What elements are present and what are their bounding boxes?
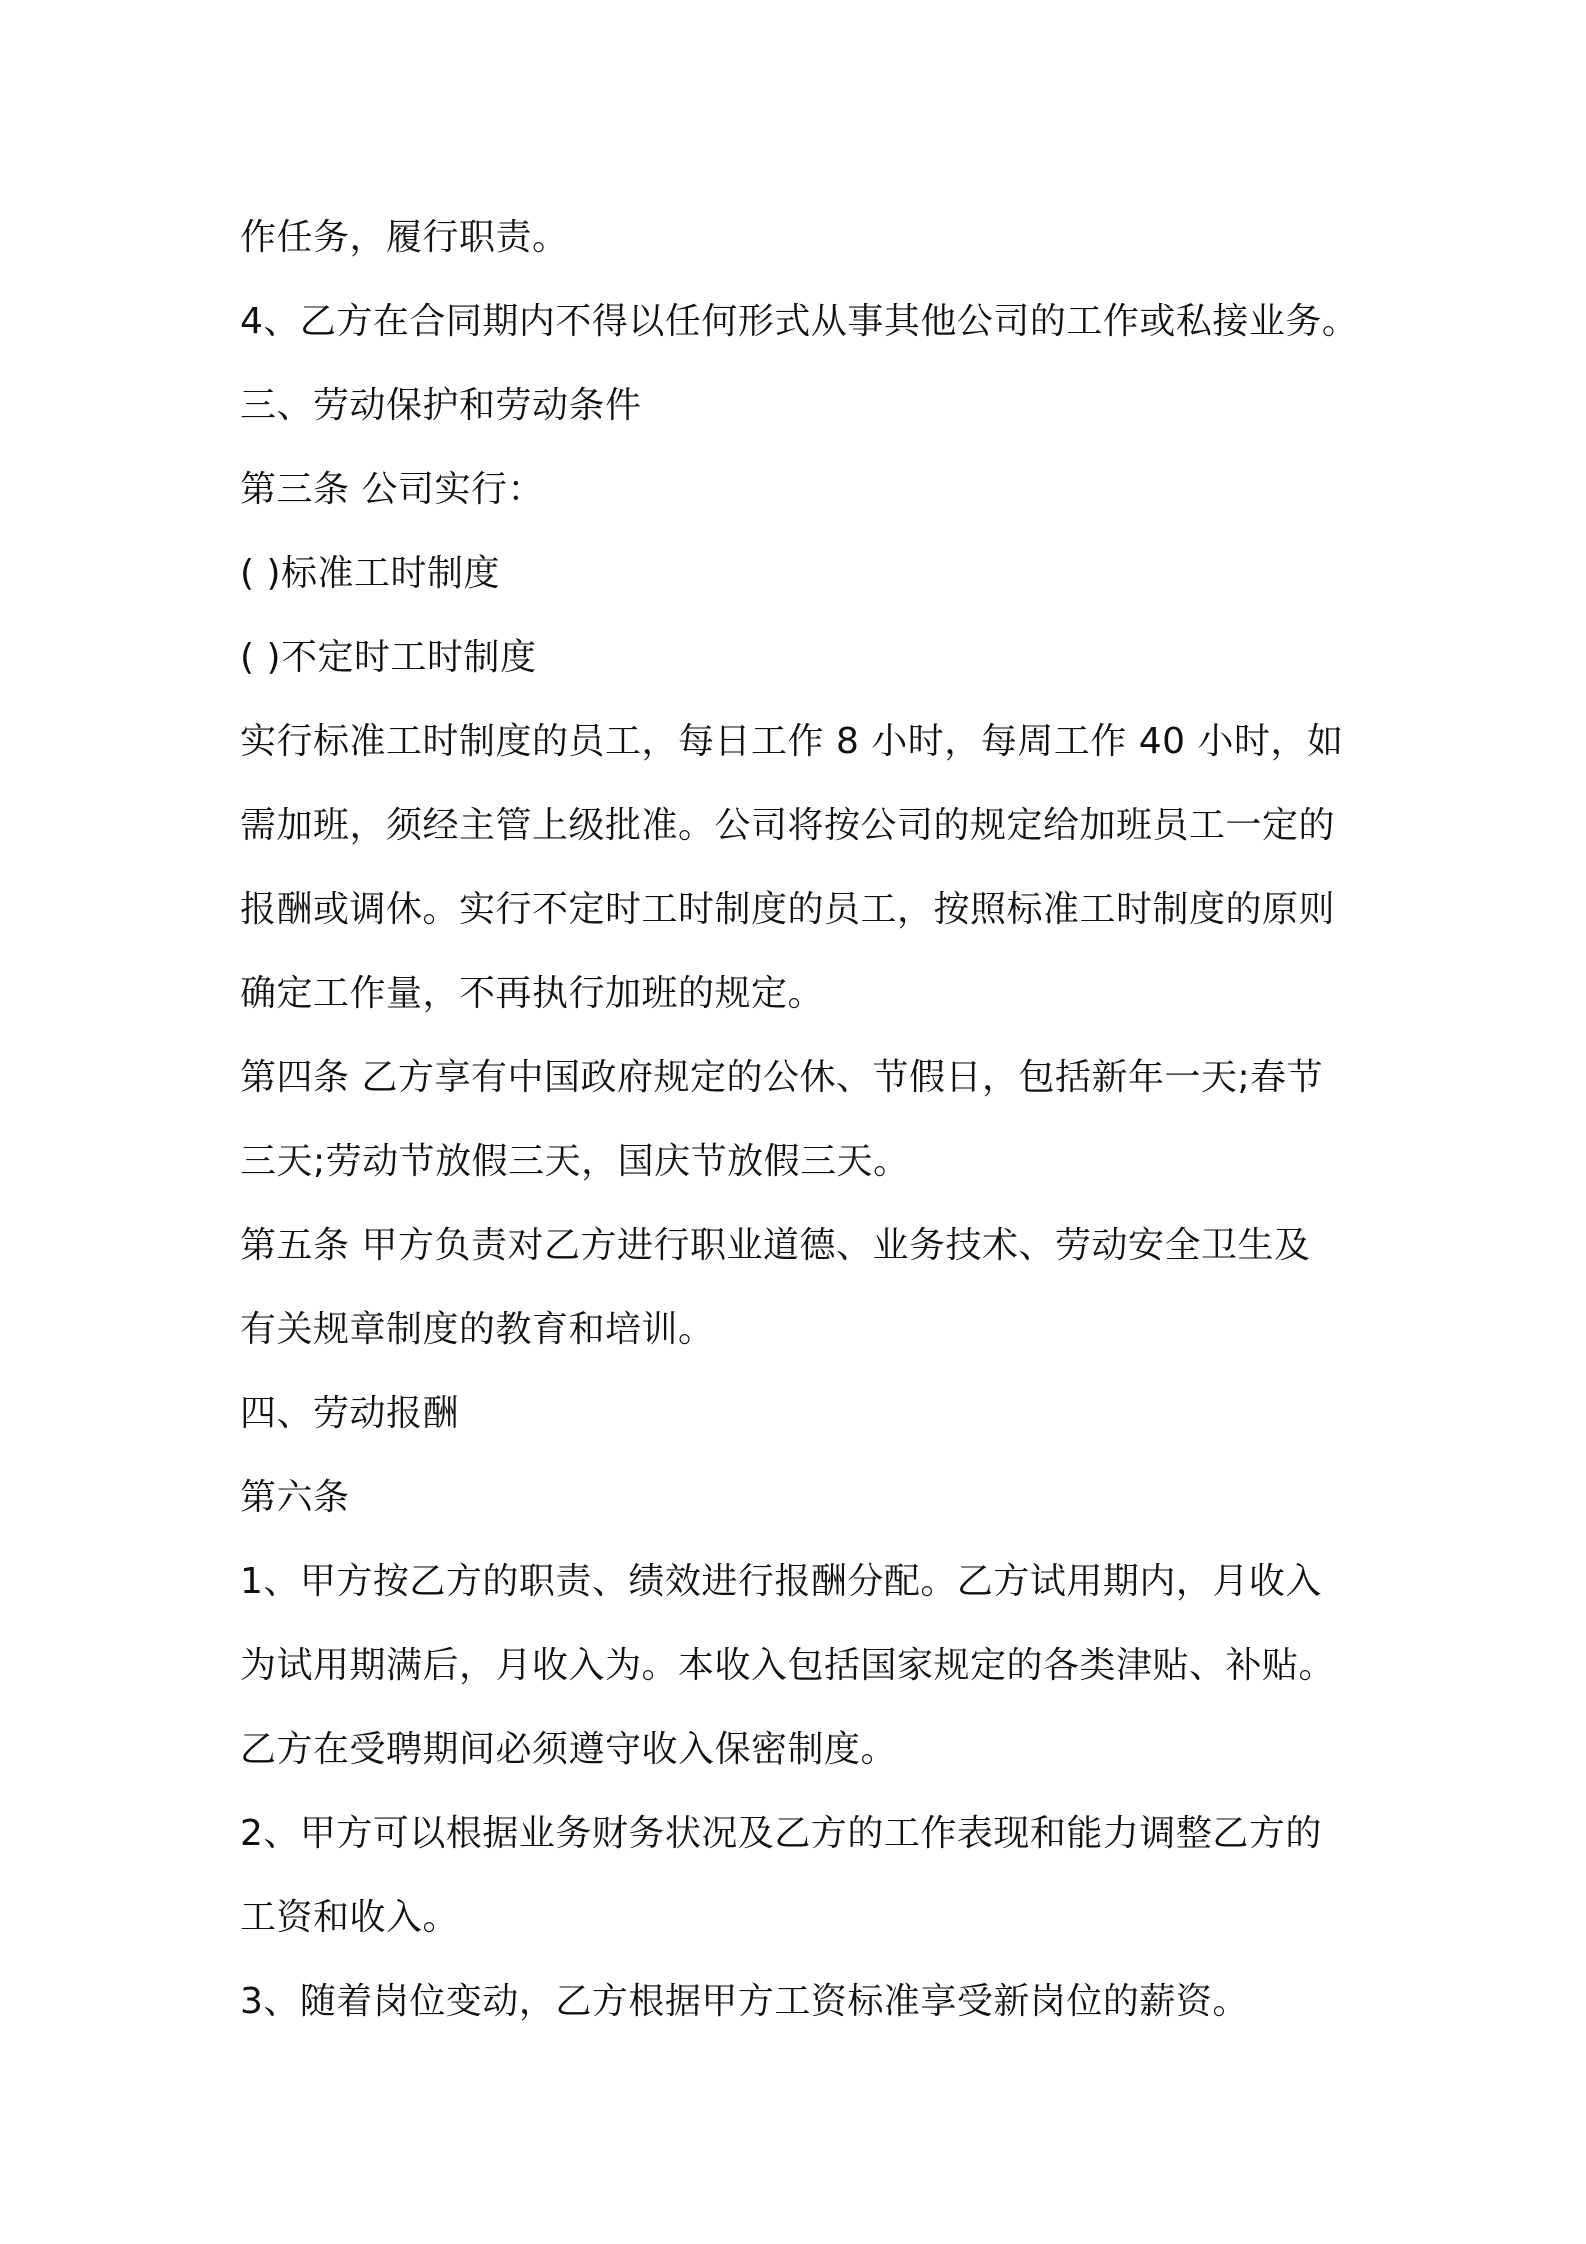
clause-item-2: 2、甲方可以根据业务财务状况及乙方的工作表现和能力调整乙方的 — [240, 1813, 1322, 1854]
clause-item-3: 3、随着岗位变动，乙方根据甲方工资标准享受新岗位的薪资。 — [240, 1981, 1249, 2022]
paragraph-line: 实行标准工时制度的员工，每日工作 8 小时，每周工作 40 小时，如 — [240, 721, 1344, 762]
article-5-line: 第五条 甲方负责对乙方进行职业道德、业务技术、劳动安全卫生及 — [240, 1225, 1311, 1266]
section-heading-4: 四、劳动报酬 — [240, 1393, 460, 1434]
article-5-line: 有关规章制度的教育和培训。 — [240, 1309, 715, 1350]
clause-item-2-line: 工资和收入。 — [240, 1897, 460, 1938]
section-heading-3: 三、劳动保护和劳动条件 — [240, 385, 642, 426]
option-standard-hours: ( )标准工时制度 — [240, 553, 501, 594]
clause-item-1-line: 乙方在受聘期间必须遵守收入保密制度。 — [240, 1729, 898, 1770]
article-4-line: 第四条 乙方享有中国政府规定的公休、节假日，包括新年一天;春节 — [240, 1057, 1324, 1098]
text-line-continuation: 作任务，履行职责。 — [240, 217, 569, 258]
article-6-heading: 第六条 — [240, 1477, 350, 1518]
paragraph-line: 确定工作量，不再执行加班的规定。 — [240, 973, 825, 1014]
article-3-heading: 第三条 公司实行： — [240, 469, 544, 510]
paragraph-line: 报酬或调休。实行不定时工时制度的员工，按照标准工时制度的原则 — [240, 889, 1336, 930]
clause-item-4: 4、乙方在合同期内不得以任何形式从事其他公司的工作或私接业务。 — [240, 301, 1359, 342]
clause-item-1: 1、甲方按乙方的职责、绩效进行报酬分配。乙方试用期内，月收入 — [240, 1561, 1322, 1602]
paragraph-line: 需加班，须经主管上级批准。公司将按公司的规定给加班员工一定的 — [240, 805, 1336, 846]
article-4-line: 三天;劳动节放假三天，国庆节放假三天。 — [240, 1141, 910, 1182]
document-body — [240, 196, 1360, 2044]
option-flexible-hours: ( )不定时工时制度 — [240, 637, 537, 678]
clause-item-1-line: 为试用期满后，月收入为。本收入包括国家规定的各类津贴、补贴。 — [240, 1645, 1336, 1686]
